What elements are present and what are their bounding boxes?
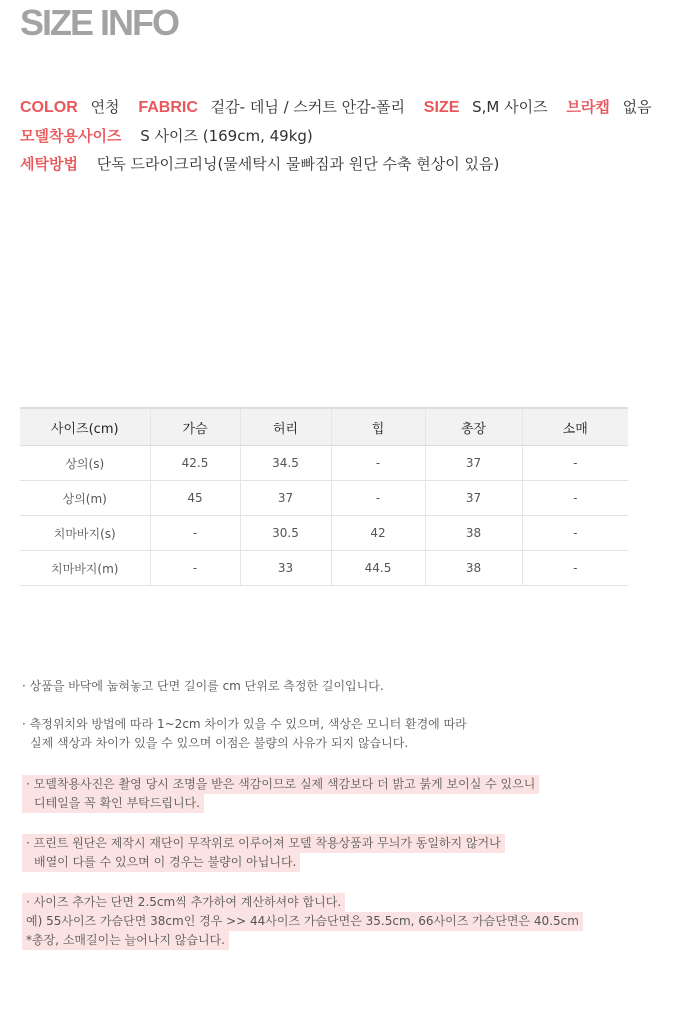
bracap-label: 브라캡 [566,98,610,116]
note-print-fabric [22,834,505,872]
table-row [20,516,628,551]
table-cell: 30.5 [240,516,331,551]
note-model-photo [22,775,539,813]
table-cell: 치마바지(s) [20,516,150,551]
table-cell: 38 [425,551,522,586]
table-cell: 33 [240,551,331,586]
note-size-add [22,893,583,950]
note-text: 실제 색상과 차이가 있을 수 있으며 이점은 불량의 사유가 되지 않습니다. [30,736,409,750]
table-cell: 42.5 [150,446,240,481]
header-size: 사이즈(cm) [20,408,150,446]
bracap-value: 없음 [622,98,652,116]
table-row [20,551,628,586]
note-text: *총장, 소매길이는 늘어나지 않습니다. [22,931,229,950]
note-text: · 상품을 바닥에 눕혀놓고 단면 길이를 cm 단위로 측정한 길이입니다. [22,679,384,693]
header-hip: 힙 [331,408,425,446]
page-title: SIZE INFO [20,2,179,43]
model-label: 모델착용사이즈 [20,127,122,145]
note-text: 배열이 다를 수 있으며 이 경우는 불량이 아닙니다. [22,853,300,872]
table-cell: - [522,551,628,586]
header-length: 총장 [425,408,522,446]
wash-label: 세탁방법 [20,155,78,173]
note-text: 디테일을 꼭 확인 부탁드립니다. [22,794,204,813]
table-cell: 상의(m) [20,481,150,516]
size-table [20,407,628,586]
note-text: 예) 55사이즈 가슴단면 38cm인 경우 >> 44사이즈 가슴단면은 35.5cm, 66사이즈 가슴단면은 40.5cm [22,912,583,931]
table-cell: 치마바지(m) [20,551,150,586]
note-text: · 사이즈 추가는 단면 2.5cm씩 추가하여 계산하셔야 합니다. [22,893,345,912]
header-waist: 허리 [240,408,331,446]
info-line-2 [20,125,313,146]
table-header-row [20,408,628,446]
table-cell: 38 [425,516,522,551]
model-value: S 사이즈 (169cm, 49kg) [140,127,313,145]
table-row [20,481,628,516]
header-chest: 가슴 [150,408,240,446]
note-text: · 프린트 원단은 제작시 재단이 무작위로 이루어져 모델 착용상품과 무늬가 동일하지 않거나 [22,834,505,853]
size-label: SIZE [423,99,460,116]
table-cell: - [150,551,240,586]
color-label: COLOR [20,99,78,116]
info-line-1 [20,96,652,117]
table-cell: 상의(s) [20,446,150,481]
table-cell: - [150,516,240,551]
info-line-3 [20,153,499,174]
size-value: S,M 사이즈 [472,98,548,116]
note-measure [22,677,384,696]
table-cell: 37 [425,446,522,481]
header-sleeve: 소매 [522,408,628,446]
note-text: · 측정위치와 방법에 따라 1~2cm 차이가 있을 수 있으며, 색상은 모니터 환경에 따라 [22,717,467,731]
table-row [20,446,628,481]
table-cell: 44.5 [331,551,425,586]
table-cell: 37 [425,481,522,516]
fabric-value: 겉감- 데님 / 스커트 안감-폴리 [210,98,406,116]
table-cell: - [331,481,425,516]
color-value: 연청 [90,98,120,116]
note-text: · 모델착용사진은 촬영 당시 조명을 받은 색감이므로 실제 색감보다 더 밝고 붉게 보이실 수 있으니 [22,775,539,794]
table-cell: 37 [240,481,331,516]
fabric-label: FABRIC [138,99,198,116]
table-cell: - [522,446,628,481]
table-cell: 34.5 [240,446,331,481]
note-variance [22,715,467,753]
table-cell: - [522,481,628,516]
table-cell: 45 [150,481,240,516]
table-cell: - [522,516,628,551]
wash-value: 단독 드라이크리닝(물세탁시 물빠짐과 원단 수축 현상이 있음) [96,155,500,173]
table-cell: - [331,446,425,481]
table-cell: 42 [331,516,425,551]
